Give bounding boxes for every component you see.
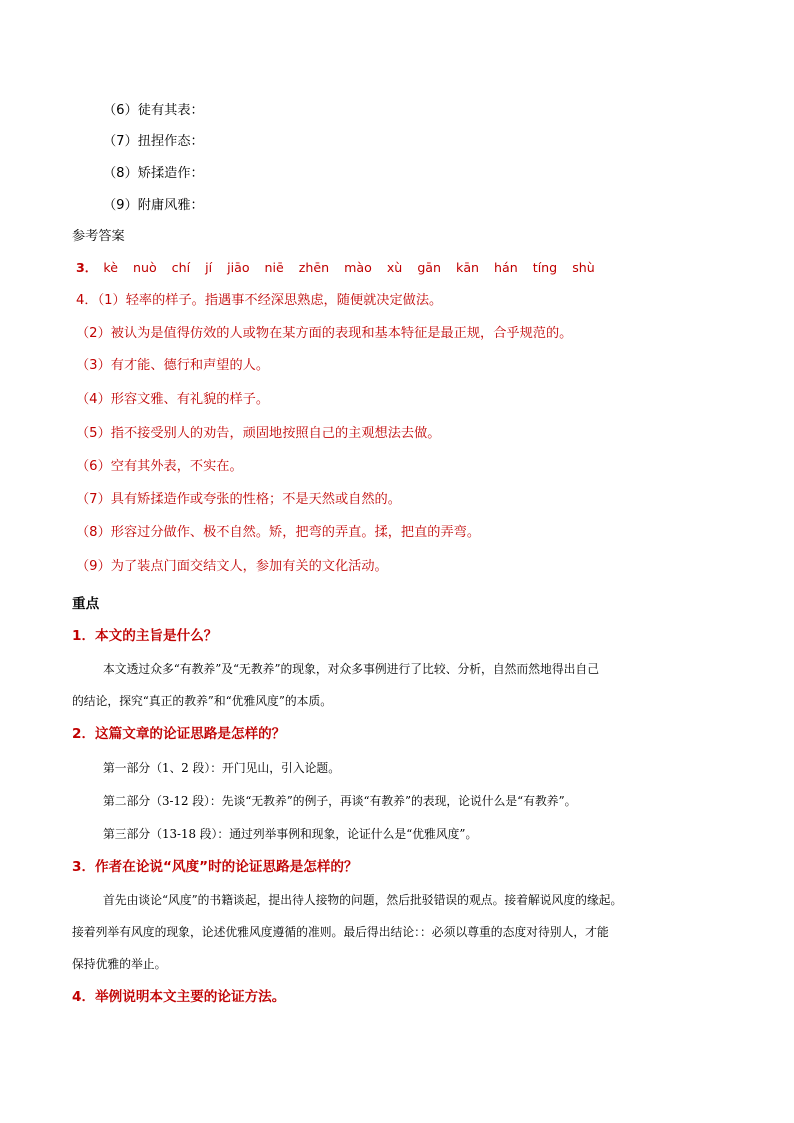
answer-3-pinyin — [76, 259, 595, 277]
pinyin-12: tíng — [532, 260, 558, 275]
q4-question: 4．举例说明本文主要的论证方法。 — [72, 989, 286, 1005]
q1-answer-line-1: 本文透过众多“有教养”及“无教养”的现象，对众多事例进行了比较、分析，自然而然地得出自己 — [103, 662, 600, 676]
answer-4-item-7: （7）具有矫揉造作或夸张的性格；不是天然或自然的。 — [76, 492, 401, 507]
q2-answer-line-2: 第二部分（3-12 段）：先谈“无教养”的例子，再谈“有教养”的表现，论说什么是“有教养”。 — [103, 794, 577, 808]
answer-3-number: 3． — [76, 260, 98, 275]
pinyin-2: chí — [171, 260, 191, 275]
answers-heading: 参考答案 — [72, 229, 125, 244]
pinyin-8: xù — [386, 260, 403, 275]
q2-answer-line-3: 第三部分（13-18 段）：通过列举事例和现象，论证什么是“优雅风度”。 — [103, 827, 478, 841]
pinyin-10: kān — [456, 260, 480, 275]
pinyin-6: zhēn — [298, 260, 330, 275]
pinyin-9: gān — [417, 260, 442, 275]
pinyin-5: niē — [264, 260, 284, 275]
answer-4-item-1: 4．（1）轻率的样子。指遇事不经深思熟虑，随便就决定做法。 — [76, 293, 443, 308]
q3-question: 3．作者在论说“风度”时的论证思路是怎样的？ — [72, 859, 358, 875]
q3-answer-line-3: 保持优雅的举止。 — [72, 957, 167, 971]
q2-answer-line-1: 第一部分（1、2 段）：开门见山，引入论题。 — [103, 761, 341, 775]
exercise-item-6: （6）徒有其表： — [103, 103, 204, 118]
answer-4-item-6: （6）空有其外表，不实在。 — [76, 459, 243, 474]
exercise-item-9: （9）附庸风雅： — [103, 198, 204, 213]
answer-4-item-4: （4）形容文雅、有礼貌的样子。 — [76, 392, 270, 407]
q1-answer-line-2: 的结论，探究“真正的教养”和“优雅风度”的本质。 — [72, 694, 333, 708]
pinyin-11: hán — [494, 260, 518, 275]
pinyin-0: kè — [103, 260, 118, 275]
answer-4-item-8: （8）形容过分做作、极不自然。矫，把弯的弄直。揉，把直的弄弯。 — [76, 525, 481, 540]
pinyin-7: mào — [344, 260, 372, 275]
pinyin-1: nuò — [132, 260, 157, 275]
answer-4-item-2: （2）被认为是值得仿效的人或物在某方面的表现和基本特征是最正规，合乎规范的。 — [76, 326, 573, 341]
answer-4-item-9: （9）为了装点门面交结文人，参加有关的文化活动。 — [76, 559, 388, 574]
answer-4-item-5: （5）指不接受别人的劝告，顽固地按照自己的主观想法去做。 — [76, 426, 441, 441]
pinyin-3: jí — [205, 260, 213, 275]
answer-4-item-3: （3）有才能、德行和声望的人。 — [76, 358, 270, 373]
pinyin-13: shù — [572, 260, 595, 275]
exercise-item-7: （7）扭捏作态： — [103, 134, 204, 149]
exercise-item-8: （8）矫揉造作： — [103, 166, 204, 181]
q1-question: 1．本文的主旨是什么？ — [72, 628, 218, 644]
q2-question: 2．这篇文章的论证思路是怎样的？ — [72, 726, 286, 742]
pinyin-4: jiāo — [227, 260, 250, 275]
q3-answer-line-2: 接着列举有风度的现象，论述优雅风度遵循的准则。最后得出结论：：必须以尊重的态度对待别人，才能 — [72, 925, 609, 939]
q3-answer-line-1: 首先由谈论“风度”的书籍谈起，提出待人接物的问题，然后批驳错误的观点。接着解说风度的缘起。 — [103, 893, 623, 907]
key-points-heading: 重点 — [72, 596, 100, 612]
